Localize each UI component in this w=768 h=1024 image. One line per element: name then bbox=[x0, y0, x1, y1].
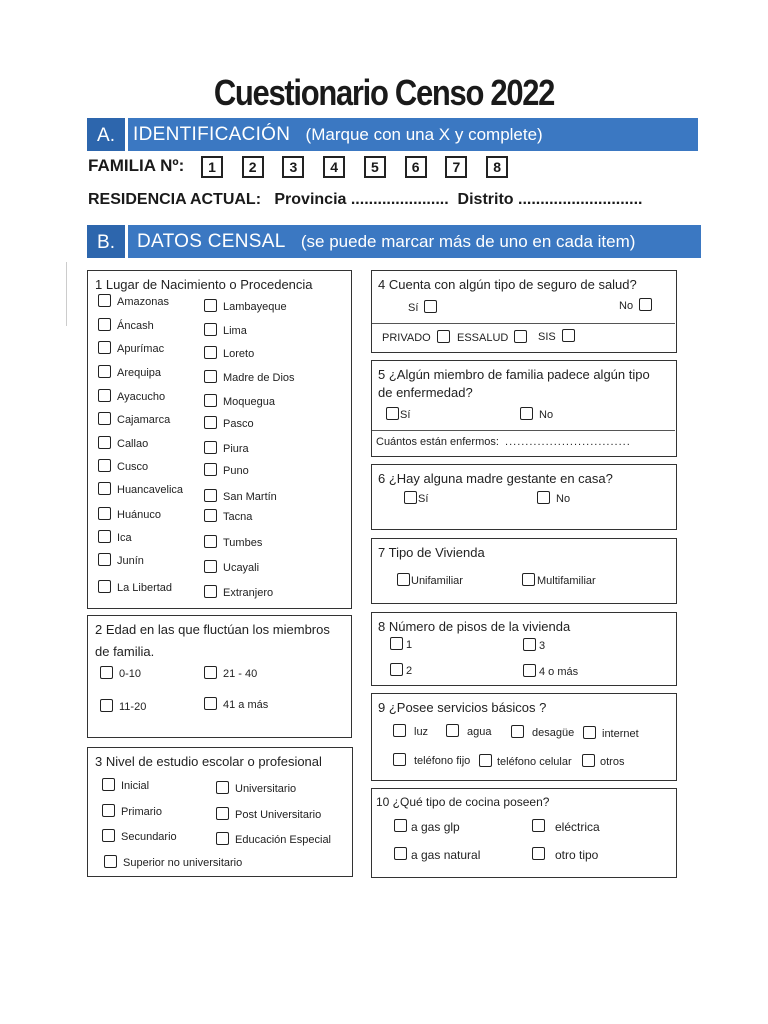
checkbox[interactable] bbox=[204, 463, 217, 476]
checkbox[interactable] bbox=[204, 323, 217, 336]
checkbox-option[interactable]: 0-10 bbox=[100, 667, 141, 681]
checkbox-option[interactable]: No bbox=[537, 492, 570, 506]
checkbox-option[interactable]: ESSALUD bbox=[457, 331, 527, 345]
section-b-note: (se puede marcar más de uno en cada item) bbox=[300, 232, 636, 251]
section-a-header bbox=[87, 118, 698, 151]
checkbox-option[interactable]: Callao bbox=[98, 437, 148, 451]
checkbox-option[interactable]: Post Universitario bbox=[216, 808, 321, 822]
question-3-title: 3 Nivel de estudio escolar o profesional bbox=[95, 754, 322, 769]
checkbox[interactable] bbox=[446, 724, 459, 737]
checkbox[interactable] bbox=[98, 482, 111, 495]
checkbox-option[interactable]: Huánuco bbox=[98, 508, 161, 522]
checkbox[interactable] bbox=[216, 807, 229, 820]
checkbox[interactable] bbox=[397, 573, 410, 586]
checkbox[interactable] bbox=[562, 329, 575, 342]
familia-label: FAMILIA Nº: bbox=[88, 156, 185, 176]
checkbox-option[interactable]: Loreto bbox=[204, 347, 254, 361]
question-8-title: 8 Número de pisos de la vivienda bbox=[378, 619, 571, 634]
checkbox-option[interactable]: La Libertad bbox=[98, 581, 172, 595]
checkbox[interactable] bbox=[104, 855, 117, 868]
checkbox[interactable] bbox=[582, 754, 595, 767]
checkbox[interactable] bbox=[511, 725, 524, 738]
checkbox[interactable] bbox=[204, 416, 217, 429]
checkbox-option[interactable]: Primario bbox=[102, 805, 162, 819]
familia-number-box[interactable]: 8 bbox=[486, 156, 508, 178]
checkbox-option[interactable]: Tumbes bbox=[204, 536, 262, 550]
checkbox-option[interactable]: agua bbox=[446, 725, 491, 739]
familia-number-box[interactable]: 7 bbox=[445, 156, 467, 178]
checkbox-option[interactable]: Sí bbox=[386, 408, 410, 422]
familia-number-box[interactable]: 2 bbox=[242, 156, 264, 178]
question-5-title-cont: de enfermedad? bbox=[378, 385, 473, 400]
checkbox[interactable] bbox=[98, 412, 111, 425]
checkbox[interactable] bbox=[98, 580, 111, 593]
question-10-title: 10 ¿Qué tipo de cocina poseen? bbox=[376, 795, 550, 809]
checkbox[interactable] bbox=[98, 553, 111, 566]
checkbox-option[interactable]: Superior no universitario bbox=[104, 856, 242, 870]
checkbox-option[interactable]: Amazonas bbox=[98, 295, 169, 309]
checkbox-option[interactable]: Junín bbox=[98, 554, 144, 568]
checkbox[interactable] bbox=[537, 491, 550, 504]
checkbox[interactable] bbox=[204, 370, 217, 383]
checkbox-option[interactable]: Madre de Dios bbox=[204, 371, 295, 385]
checkbox[interactable] bbox=[520, 407, 533, 420]
checkbox-option[interactable]: Lima bbox=[204, 324, 247, 338]
checkbox[interactable] bbox=[204, 585, 217, 598]
checkbox-option[interactable]: 4 o más bbox=[523, 665, 578, 679]
checkbox-option[interactable]: teléfono fijo bbox=[393, 754, 470, 768]
checkbox-option[interactable]: 1 bbox=[390, 638, 412, 652]
checkbox-option[interactable]: Unifamiliar bbox=[397, 574, 463, 588]
checkbox[interactable] bbox=[98, 507, 111, 520]
section-a-note: (Marque con una X y complete) bbox=[305, 125, 543, 144]
checkbox[interactable] bbox=[100, 699, 113, 712]
sick-count-label: Cuántos están enfermos: bbox=[376, 436, 499, 448]
sick-count-field[interactable]: ............................... bbox=[505, 436, 631, 448]
checkbox-option[interactable]: 11-20 bbox=[100, 700, 146, 714]
checkbox[interactable] bbox=[98, 530, 111, 543]
checkbox[interactable] bbox=[204, 299, 217, 312]
checkbox-option[interactable]: luz bbox=[393, 725, 428, 739]
section-a-letter: A. bbox=[87, 118, 128, 151]
checkbox-option[interactable]: otros bbox=[582, 755, 624, 769]
checkbox-option[interactable]: a gas natural bbox=[394, 848, 480, 862]
checkbox-option[interactable]: No bbox=[520, 408, 553, 422]
checkbox-option[interactable]: otro tipo bbox=[532, 848, 598, 862]
checkbox[interactable] bbox=[102, 829, 115, 842]
checkbox-option[interactable]: Áncash bbox=[98, 319, 154, 333]
provincia-field[interactable]: Provincia ...................... bbox=[274, 191, 449, 208]
checkbox-option[interactable]: internet bbox=[583, 727, 639, 741]
checkbox[interactable] bbox=[393, 753, 406, 766]
checkbox-option[interactable]: Cusco bbox=[98, 460, 148, 474]
checkbox[interactable] bbox=[216, 832, 229, 845]
checkbox[interactable] bbox=[204, 509, 217, 522]
divider bbox=[372, 430, 675, 431]
question-9-title: 9 ¿Posee servicios básicos ? bbox=[378, 700, 547, 715]
sick-count-row bbox=[376, 435, 631, 449]
familia-number-box[interactable]: 1 bbox=[201, 156, 223, 178]
checkbox[interactable] bbox=[216, 781, 229, 794]
checkbox[interactable] bbox=[98, 318, 111, 331]
section-a-title: IDENTIFICACIÓN bbox=[133, 124, 291, 145]
checkbox[interactable] bbox=[583, 726, 596, 739]
checkbox[interactable] bbox=[394, 847, 407, 860]
checkbox[interactable] bbox=[386, 407, 399, 420]
question-1-title: 1 Lugar de Nacimiento o Procedencia bbox=[95, 277, 313, 292]
checkbox[interactable] bbox=[523, 664, 536, 677]
checkbox[interactable] bbox=[98, 389, 111, 402]
familia-row bbox=[88, 156, 522, 178]
familia-number-box[interactable]: 6 bbox=[405, 156, 427, 178]
checkbox-option[interactable]: desagüe bbox=[511, 726, 574, 740]
checkbox[interactable] bbox=[390, 637, 403, 650]
checkbox-option[interactable]: Tacna bbox=[204, 510, 252, 524]
checkbox-option[interactable]: teléfono celular bbox=[479, 755, 572, 769]
checkbox-option[interactable]: Inicial bbox=[102, 779, 149, 793]
residencia-label: RESIDENCIA ACTUAL: bbox=[88, 191, 262, 208]
section-b-header bbox=[87, 225, 701, 258]
checkbox[interactable] bbox=[437, 330, 450, 343]
checkbox-option[interactable]: Universitario bbox=[216, 782, 296, 796]
checkbox-option[interactable]: 2 bbox=[390, 664, 412, 678]
checkbox-option[interactable]: Ayacucho bbox=[98, 390, 165, 404]
checkbox[interactable] bbox=[532, 819, 545, 832]
checkbox[interactable] bbox=[532, 847, 545, 860]
distrito-field[interactable]: Distrito ............................ bbox=[457, 191, 643, 208]
checkbox-option[interactable]: Arequipa bbox=[98, 366, 161, 380]
question-2-title: 2 Edad en las que fluctúan los miembros bbox=[95, 622, 330, 637]
checkbox-option[interactable]: Lambayeque bbox=[204, 300, 287, 314]
checkbox[interactable] bbox=[479, 754, 492, 767]
checkbox[interactable] bbox=[98, 459, 111, 472]
checkbox[interactable] bbox=[204, 560, 217, 573]
question-4-title: 4 Cuenta con algún tipo de seguro de salud? bbox=[378, 277, 637, 292]
question-5-title: 5 ¿Algún miembro de familia padece algún tipo bbox=[378, 367, 650, 382]
checkbox-option[interactable]: Puno bbox=[204, 464, 249, 478]
checkbox-option[interactable]: Apurímac bbox=[98, 342, 164, 356]
checkbox-option[interactable]: Ucayali bbox=[204, 561, 259, 575]
residencia-row bbox=[88, 191, 642, 209]
checkbox[interactable] bbox=[102, 804, 115, 817]
checkbox[interactable] bbox=[204, 346, 217, 359]
checkbox[interactable] bbox=[98, 365, 111, 378]
checkbox[interactable] bbox=[393, 724, 406, 737]
checkbox-option[interactable]: Sí bbox=[404, 492, 428, 506]
checkbox[interactable] bbox=[98, 294, 111, 307]
checkbox[interactable] bbox=[514, 330, 527, 343]
checkbox-option[interactable]: Secundario bbox=[102, 830, 177, 844]
familia-number-box[interactable]: 5 bbox=[364, 156, 386, 178]
checkbox[interactable] bbox=[404, 491, 417, 504]
checkbox-option[interactable]: Ica bbox=[98, 531, 132, 545]
familia-number-box[interactable]: 3 bbox=[282, 156, 304, 178]
checkbox[interactable] bbox=[204, 441, 217, 454]
checkbox-option[interactable]: Piura bbox=[204, 442, 249, 456]
checkbox-option[interactable]: 3 bbox=[523, 639, 545, 653]
page-title: Cuestionario Censo 2022 bbox=[213, 72, 555, 113]
checkbox-option[interactable]: a gas glp bbox=[394, 820, 460, 834]
checkbox[interactable] bbox=[204, 535, 217, 548]
checkbox-option[interactable]: Moquegua bbox=[204, 395, 275, 409]
question-7-title: 7 Tipo de Vivienda bbox=[378, 545, 485, 560]
checkbox[interactable] bbox=[98, 341, 111, 354]
checkbox-option[interactable]: San Martín bbox=[204, 490, 277, 504]
checkbox[interactable] bbox=[204, 394, 217, 407]
checkbox[interactable] bbox=[522, 573, 535, 586]
checkbox-option[interactable]: eléctrica bbox=[532, 820, 600, 834]
checkbox[interactable] bbox=[102, 778, 115, 791]
checkbox-option[interactable]: Extranjero bbox=[204, 586, 273, 600]
section-b-letter: B. bbox=[87, 225, 128, 258]
checkbox-option[interactable]: No bbox=[619, 299, 652, 313]
margin-line bbox=[66, 262, 67, 326]
checkbox-option[interactable]: PRIVADO bbox=[382, 331, 450, 345]
checkbox[interactable] bbox=[394, 819, 407, 832]
checkbox-option[interactable]: Pasco bbox=[204, 417, 254, 431]
checkbox[interactable] bbox=[100, 666, 113, 679]
question-6-title: 6 ¿Hay alguna madre gestante en casa? bbox=[378, 471, 613, 486]
checkbox[interactable] bbox=[424, 300, 437, 313]
familia-number-box[interactable]: 4 bbox=[323, 156, 345, 178]
checkbox-option[interactable]: SIS bbox=[538, 330, 575, 344]
checkbox-option[interactable]: 21 - 40 bbox=[204, 667, 257, 681]
checkbox[interactable] bbox=[204, 697, 217, 710]
checkbox-option[interactable]: Huancavelica bbox=[98, 483, 183, 497]
checkbox-option[interactable]: 41 a más bbox=[204, 698, 268, 712]
checkbox[interactable] bbox=[98, 436, 111, 449]
checkbox[interactable] bbox=[204, 489, 217, 502]
checkbox-option[interactable]: Multifamiliar bbox=[522, 574, 596, 588]
divider bbox=[372, 323, 675, 324]
checkbox[interactable] bbox=[390, 663, 403, 676]
checkbox-option[interactable]: Educación Especial bbox=[216, 833, 331, 847]
checkbox[interactable] bbox=[523, 638, 536, 651]
checkbox[interactable] bbox=[204, 666, 217, 679]
checkbox-option[interactable]: Sí bbox=[408, 301, 437, 315]
section-b-title: DATOS CENSAL bbox=[137, 231, 286, 252]
checkbox[interactable] bbox=[639, 298, 652, 311]
question-2-title-cont: de familia. bbox=[95, 644, 155, 659]
checkbox-option[interactable]: Cajamarca bbox=[98, 413, 170, 427]
